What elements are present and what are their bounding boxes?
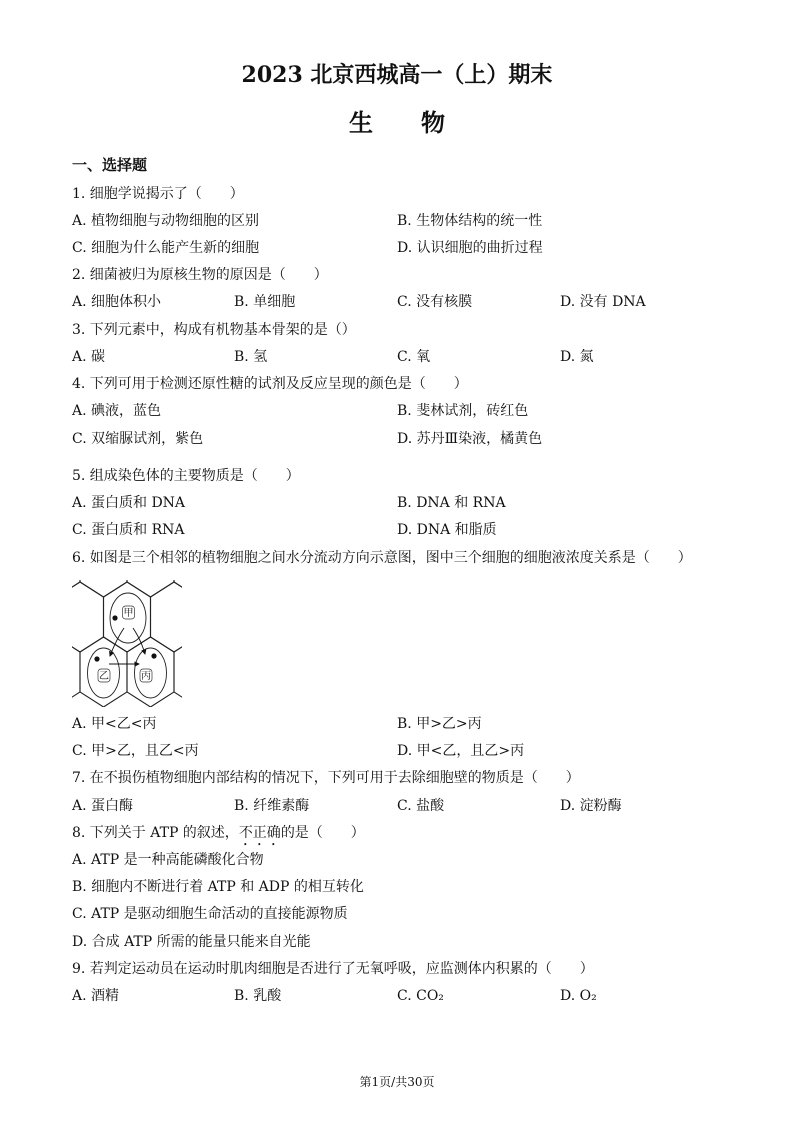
option-c: C. 甲>乙，且乙<丙 [72,743,199,759]
question-3-options [72,348,752,366]
option-c: C. 蛋白质和 RNA [72,522,185,538]
cell-walls [72,580,182,707]
option-c: C. 盐酸 [397,798,445,814]
option-b: B. 单细胞 [234,294,296,310]
nucleus-left [94,656,99,661]
option-c: C. CO₂ [397,988,444,1004]
question-8-stem [72,824,365,842]
question-4-options-row-2 [72,430,752,448]
option-a: A. 甲<乙<丙 [72,716,157,732]
option-a: A. 植物细胞与动物细胞的区别 [72,213,260,229]
option-d: D. 没有 DNA [560,294,646,310]
question-2-options [72,293,752,311]
question-5-options-row-2 [72,521,752,539]
option-d: D. 淀粉酶 [560,798,622,814]
nucleus-right [151,653,156,658]
question-9-stem: 9. 若判定运动员在运动时肌肉细胞是否进行了无氧呼吸，应监测体内积累的（ ） [72,961,594,977]
label-cell-jia: 甲 [123,608,134,619]
option-a: A. 蛋白酶 [72,798,134,814]
question-9-options [72,987,752,1005]
option-d: D. O₂ [560,988,597,1004]
option-d: D. DNA 和脂质 [397,522,497,538]
question-7-options [72,797,752,815]
option-a: A. 碳 [72,349,106,365]
question-6-options-row-1 [72,715,752,733]
question-4-options-row-1 [72,402,752,420]
option-c: C. 没有核膜 [397,294,473,310]
option-c: C. 细胞为什么能产生新的细胞 [72,240,260,256]
option-b: B. 细胞内不断进行着 ATP 和 ADP 的相互转化 [72,879,364,895]
option-d: D. 苏丹Ⅲ染液，橘黄色 [397,431,543,447]
question-8-stem-before: 8. 下列关于 ATP 的叙述， [72,825,239,841]
option-b: B. 乳酸 [234,988,282,1004]
question-2-stem: 2. 细菌被归为原核生物的原因是（ ） [72,267,328,283]
option-c: C. 双缩脲试剂，紫色 [72,431,204,447]
option-d: D. 甲<乙，且乙>丙 [397,743,525,759]
question-4-stem: 4. 下列可用于检测还原性糖的试剂及反应呈现的颜色是（ ） [72,376,468,392]
question-6-options-row-2 [72,742,752,760]
question-8-stem-after: 的是（ ） [280,825,365,841]
option-a: A. 酒精 [72,988,120,1004]
option-c: C. 氧 [397,349,431,365]
question-3-stem: 3. 下列元素中，构成有机物基本骨架的是（） [72,322,356,338]
label-cell-bing: 丙 [141,671,151,682]
question-1-stem: 1. 细胞学说揭示了（ ） [72,186,244,202]
option-c: C. ATP 是驱动细胞生命活动的直接能源物质 [72,906,348,922]
question-5-options-row-1 [72,494,752,512]
option-a: A. ATP 是一种高能磷酸化合物 [72,852,264,868]
section-title: 一、选择题 [72,156,148,174]
exam-title: 2023 北京西城高一（上）期末 [241,62,553,88]
option-d: D. 认识细胞的曲折过程 [397,240,543,256]
option-b: B. 斐林试剂，砖红色 [397,403,529,419]
cell-diagram-svg [72,580,182,707]
option-d: D. 合成 ATP 所需的能量只能来自光能 [72,934,311,950]
question-6-stem: 6. 如图是三个相邻的植物细胞之间水分流动方向示意图，图中三个细胞的细胞液浓度关系是（ ） [72,550,692,566]
option-b: B. 甲>乙>丙 [397,716,482,732]
page-number: 第1页/共30页 [359,1075,435,1089]
question-7-stem: 7. 在不损伤植物细胞内部结构的情况下，下列可用于去除细胞壁的物质是（ ） [72,770,580,786]
option-a: A. 蛋白质和 DNA [72,495,186,511]
question-1-options-row-2 [72,239,752,257]
option-b: B. 氢 [234,349,268,365]
option-b: B. 纤维素酶 [234,798,310,814]
option-d: D. 氮 [560,349,594,365]
option-a: A. 细胞体积小 [72,294,162,310]
exam-subject: 生 物 [349,108,445,137]
option-b: B. 生物体结构的统一性 [397,213,543,229]
option-b: B. DNA 和 RNA [397,495,506,511]
label-cell-yi: 乙 [99,671,109,682]
plant-cell-water-flow-diagram [72,580,182,707]
question-1-options-row-1 [72,212,752,230]
question-8-stem-emphasis: 不正确 [238,825,281,841]
option-a: A. 碘液，蓝色 [72,403,162,419]
question-5-stem: 5. 组成染色体的主要物质是（ ） [72,468,300,484]
nucleus-top [112,615,117,620]
